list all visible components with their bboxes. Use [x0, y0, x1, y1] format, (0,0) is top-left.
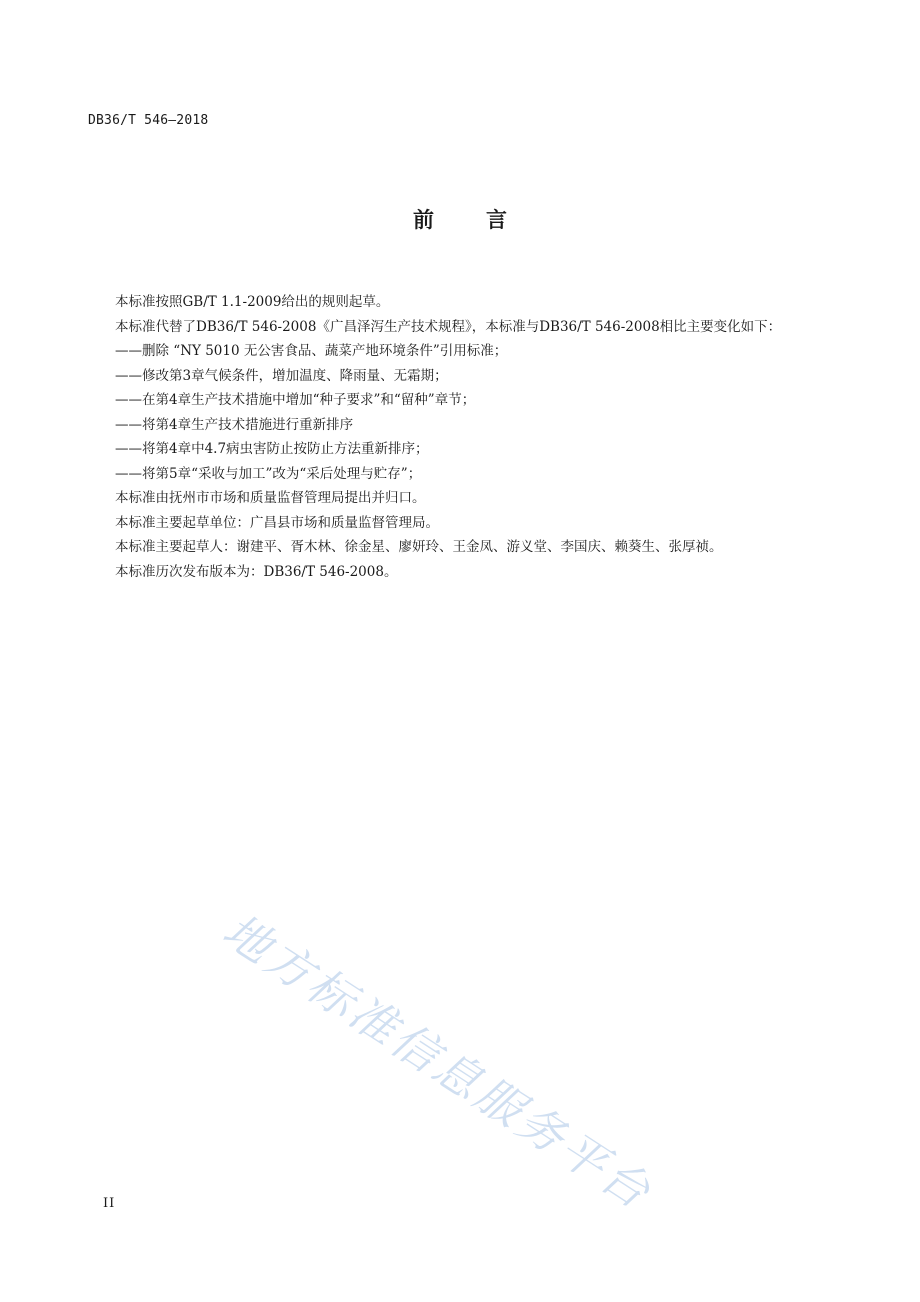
title-char-1: 前: [413, 208, 434, 232]
list-item: ——删除 “NY 5010 无公害食品、蔬菜产地环境条件”引用标准；: [115, 343, 508, 359]
list-item: ——修改第3章气候条件，增加温度、降雨量、无霜期；: [115, 367, 448, 384]
list-item: ——将第5章“采收与加工”改为“采后处理与贮存”；: [115, 465, 422, 482]
page-number: II: [103, 1196, 116, 1211]
watermark: 地方标准信息服务平台: [213, 902, 663, 1221]
paragraph: 本标准主要起草人：谢建平、胥木林、徐金星、廖妍玲、王金凤、游义堂、李国庆、赖葵生、张厚祯。: [115, 539, 723, 555]
title-char-2: 言: [486, 208, 507, 232]
page-title: [0, 204, 920, 234]
foreword-body: [88, 290, 812, 584]
paragraph: 本标准主要起草单位：广昌县市场和质量监督管理局。: [115, 514, 439, 531]
list-item: ——将第4章中4.7病虫害防止按防止方法重新排序；: [115, 441, 429, 457]
list-item: ——将第4章生产技术措施进行重新排序: [115, 416, 354, 433]
list-item: ——在第4章生产技术措施中增加“种子要求”和“留种”章节；: [115, 392, 476, 408]
paragraph: 本标准代替了DB36/T 546-2008《广昌泽泻生产技术规程》，本标准与DB36/T 546-2008相比主要变化如下：: [115, 318, 782, 335]
paragraph: 本标准由抚州市市场和质量监督管理局提出并归口。: [115, 490, 426, 506]
paragraph: 本标准按照GB/T 1.1-2009给出的规则起草。: [115, 294, 390, 310]
paragraph: 本标准历次发布版本为：DB36/T 546-2008。: [115, 563, 398, 580]
document-code-header: DB36/T 546—2018: [88, 113, 209, 128]
